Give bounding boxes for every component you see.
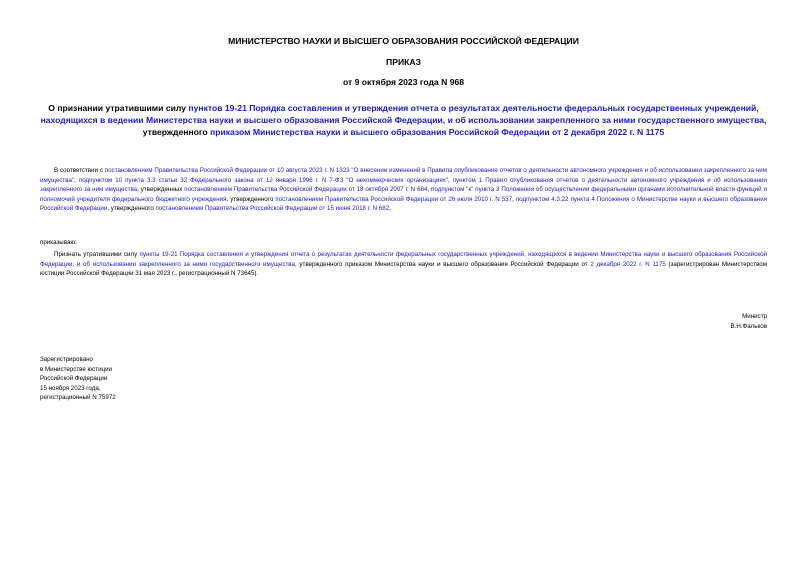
basis-link-4[interactable]: постановлением Правительства Российской Федерации от 18 октября 2007 г. N 684 xyxy=(184,186,428,194)
basis-link-8[interactable]: постановлением Правительства Российской Федерации от 15 июня 2018 г. N 682 xyxy=(155,205,390,213)
basis-text-9: , xyxy=(389,205,391,213)
decision-link-points[interactable]: пункты 19-21 Порядка составления и утверждения отчета о результатах деятельности федеральных государственных учреждений, находящихся в ведении Министерства науки и высшего образования Российской Федерации, и об использовании закрепленного за ними государственного имущества xyxy=(40,251,767,268)
basis-paragraph xyxy=(40,166,767,214)
decision-link-order-1175[interactable]: 2 декабря 2022 г. N 1175 xyxy=(590,260,666,268)
order-title xyxy=(40,102,767,138)
title-link-order-1175[interactable]: приказом Министерства науки и высшего образования Российской Федерации от 2 декабря 2022 г. N 1175 xyxy=(210,127,665,137)
basis-text-3: , xyxy=(447,176,453,184)
basis-text-6: , утвержденного xyxy=(226,195,276,203)
basis-text-8: , утвержденного xyxy=(107,205,156,213)
order-word: приказываю: xyxy=(40,239,77,246)
title-text-2: , утвержденного xyxy=(142,115,767,137)
doc-type-heading: ПРИКАЗ xyxy=(386,57,421,67)
decision-paragraph xyxy=(40,250,767,279)
date-number-heading: от 9 октября 2023 года N 968 xyxy=(342,77,465,87)
basis-text-4: , утвержденных xyxy=(137,186,185,194)
basis-link-1[interactable]: постановлением Правительства Российской Федерации от 10 августа 2023 г. N 1323 "О внесении изменений в Правила опубликования отчетов о деятельности автономного учреждения и об использовании закрепленного за ним имущества" xyxy=(40,167,767,184)
basis-link-7[interactable]: подпунктом 4.3.22 пункта 4 Положения о Министерстве науки и высшего образования Российской Федерации xyxy=(40,195,768,213)
basis-link-5[interactable]: подпунктом "к" пункта 3 Положения об осуществлении федеральными органами исполнительной власти функций и полномочий учредителя федерального бюджетного учреждения xyxy=(40,186,767,203)
registration-line-4: 15 ноября 2023 года, xyxy=(40,384,101,392)
basis-link-2[interactable]: подпунктом 10 пункта 3.3 статьи 32 Федерального закона от 12 января 1996 г. N 7-ФЗ "О некоммерческих организациях" xyxy=(78,176,448,184)
title-link-procedure[interactable]: пунктов 19-21 Порядка составления и утверждения отчета о результатах деятельности федеральных государственных учреждений, находящихся в ведении Министерства науки и высшего образования Российской Федерации, и об использовании закрепленного за ними государственного имущества xyxy=(40,103,765,125)
signature-name: В.Н.Фальков xyxy=(730,322,767,330)
title-text-1: О признании утратившими силу xyxy=(48,103,189,113)
basis-link-3[interactable]: пунктом 1 Правил опубликования отчетов о деятельности автономного учреждения и об использовании закрепленного за ним имущества xyxy=(40,176,767,194)
signature-position: Министр xyxy=(742,313,767,320)
basis-link-6[interactable]: постановлением Правительства Российской Федерации от 26 июля 2010 г. N 537 xyxy=(275,195,513,203)
decision-text-2: , утвержденного приказом Министерства науки и высшего образования Российской Федерации от xyxy=(294,260,591,268)
registration-line-3: Российской Федерации xyxy=(40,375,108,383)
decision-text-1: Признать утратившими силу xyxy=(54,251,140,258)
decision-text-3: (зарегистрирован Министерством юстиции Российской Федерации 31 мая 2023 г., регистрационный N 73645). xyxy=(40,260,767,278)
basis-text-5: , xyxy=(427,186,432,194)
basis-text-2: , xyxy=(74,176,79,184)
registration-line-5: регистрационный N 75972 xyxy=(40,394,116,402)
basis-text-1: В соответствии с xyxy=(54,167,105,174)
registration-line-2: в Министерстве юстиции xyxy=(40,365,113,373)
registration-block xyxy=(40,355,240,403)
ministry-heading: МИНИСТЕРСТВО НАУКИ И ВЫСШЕГО ОБРАЗОВАНИЯ РОССИЙСКОЙ ФЕДЕРАЦИИ xyxy=(228,36,579,46)
basis-text-7: , xyxy=(512,195,516,203)
registration-line-1: Зарегистрировано xyxy=(40,356,93,363)
signature-block xyxy=(567,312,767,331)
